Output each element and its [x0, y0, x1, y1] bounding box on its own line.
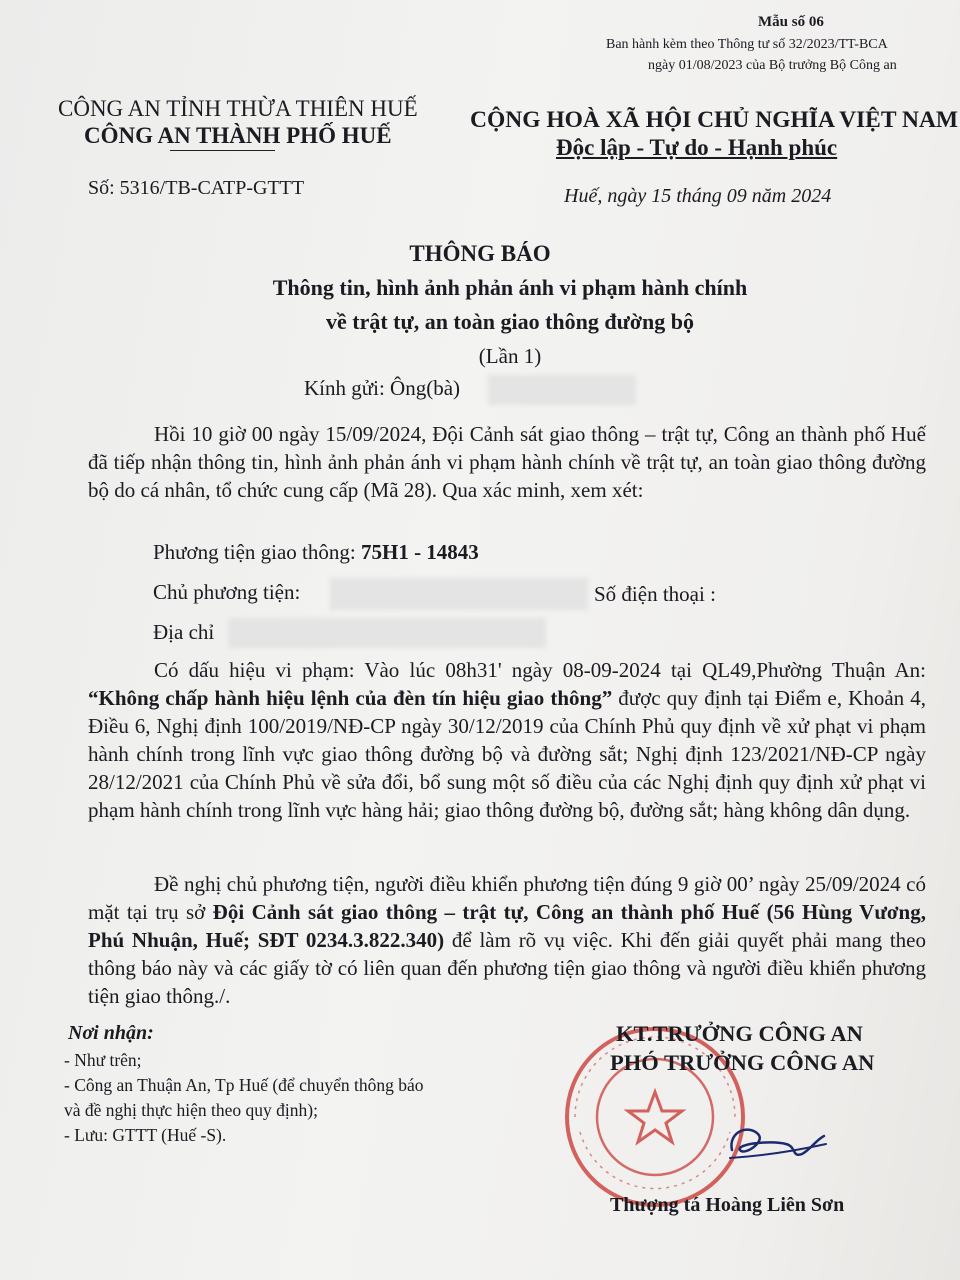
- document-subtitle-2: về trật tự, an toàn giao thông đường bộ: [325, 309, 694, 334]
- agency-parent: CÔNG AN TỈNH THỪA THIÊN HUẾ: [58, 96, 418, 121]
- agency-name: CÔNG AN THÀNH PHỐ HUẾ: [84, 123, 392, 148]
- agency-underline: [170, 150, 275, 151]
- request-outro: để làm rõ vụ việc. Khi đến giải quyết phải mang theo thông báo này và các giấy tờ có liên quan đến phương tiện giao thông và người điều khiển phương tiện giao thông./.: [88, 928, 927, 1008]
- request-office: Đội Cảnh sát giao thông – trật tự, Công an thành phố Huế (56 Hùng Vương, Phú Nhuận, Huế; SĐT 0234.3.822.340): [88, 900, 926, 952]
- place-date: Huế, ngày 15 tháng 09 năm 2024: [564, 185, 832, 207]
- signature-title-2: PHÓ TRƯỞNG CÔNG AN: [610, 1050, 875, 1075]
- body-paragraph-1: Hồi 10 giờ 00 ngày 15/09/2024, Đội Cảnh sát giao thông – trật tự, Công an thành phố Huế đã tiếp nhận thông tin, hình ảnh phản ánh vi phạm hành chính về trật tự, an toàn giao thông đường bộ do cá nhân, tổ chức cung cấp (Mã 28). Qua xác minh, xem xét:: [88, 422, 926, 502]
- nation-heading: CỘNG HOÀ XÃ HỘI CHỦ NGHĨA VIỆT NAM: [470, 107, 959, 133]
- signature-title-1: KT.TRƯỞNG CÔNG AN: [616, 1021, 863, 1046]
- violation-quote: “Không chấp hành hiệu lệnh của đèn tín hiệu giao thông”: [88, 686, 613, 710]
- phone-label: Số điện thoại :: [594, 582, 716, 606]
- owner-label: Chủ phương tiện:: [153, 580, 301, 604]
- vehicle-line: [153, 540, 479, 565]
- form-issued-line-2: ngày 01/08/2023 của Bộ trưởng Bộ Công an: [648, 58, 897, 73]
- document-number: Số: 5316/TB-CATP-GTTT: [88, 177, 305, 199]
- recipient-item: - Như trên;: [64, 1050, 142, 1070]
- salutation: Kính gửi: Ông(bà): [304, 376, 461, 400]
- recipient-item: - Công an Thuận An, Tp Huế (để chuyển thông báo: [64, 1075, 424, 1095]
- form-issued-line-1: Ban hành kèm theo Thông tư số 32/2023/TT-BCA: [606, 37, 888, 52]
- request-intro: Đề nghị chủ phương tiện, người điều khiển phương tiện đúng 9 giờ 00’ ngày 25/09/2024 có mặt tại trụ sở: [88, 872, 926, 924]
- redacted-address: [228, 618, 546, 648]
- document-title: THÔNG BÁO: [409, 241, 551, 266]
- violation-intro: Có dấu hiệu vi phạm: Vào lúc 08h31' ngày 08-09-2024 tại QL49,Phường Thuận An:: [154, 658, 926, 682]
- recipient-item: - Lưu: GTTT (Huế -S).: [64, 1125, 227, 1145]
- address-label: Địa chỉ: [153, 620, 215, 644]
- handwritten-signature: [700, 1110, 830, 1170]
- violation-legal-basis: được quy định tại Điểm e, Khoản 4, Điều 6, Nghị định 100/2019/NĐ-CP ngày 30/12/2019 của Chính Phủ quy định về xử phạt vi phạm hành chính trong lĩnh vực giao thông đường bộ và đường sắt; Nghị định 123/2021/NĐ-CP ngày 28/12/2021 của Chính Phủ về sửa đổi, bổ sung một số điều của các Nghị định quy định xử phạt vi phạm hành chính trong lĩnh vực hàng hải; giao thông đường bộ, đường sắt; hàng không dân dụng.: [88, 686, 926, 822]
- recipient-item: và đề nghị thực hiện theo quy định);: [64, 1100, 318, 1120]
- nation-motto: Độc lập - Tự do - Hạnh phúc: [556, 135, 838, 160]
- body-paragraph-request: [88, 870, 926, 1010]
- document-subtitle-1: Thông tin, hình ảnh phản ánh vi phạm hành chính: [272, 275, 748, 300]
- vehicle-plate: 75H1 - 14843: [360, 540, 479, 564]
- redacted-owner-name: [330, 578, 588, 610]
- redacted-recipient-name: [488, 375, 636, 405]
- vehicle-label: Phương tiện giao thông:: [153, 540, 361, 564]
- signer-name: Thượng tá Hoàng Liên Sơn: [610, 1194, 845, 1216]
- body-paragraph-violation: [88, 656, 926, 824]
- form-number: Mẫu số 06: [758, 14, 824, 30]
- recipients-title: Nơi nhận:: [68, 1022, 154, 1044]
- notice-round: (Lần 1): [478, 344, 542, 368]
